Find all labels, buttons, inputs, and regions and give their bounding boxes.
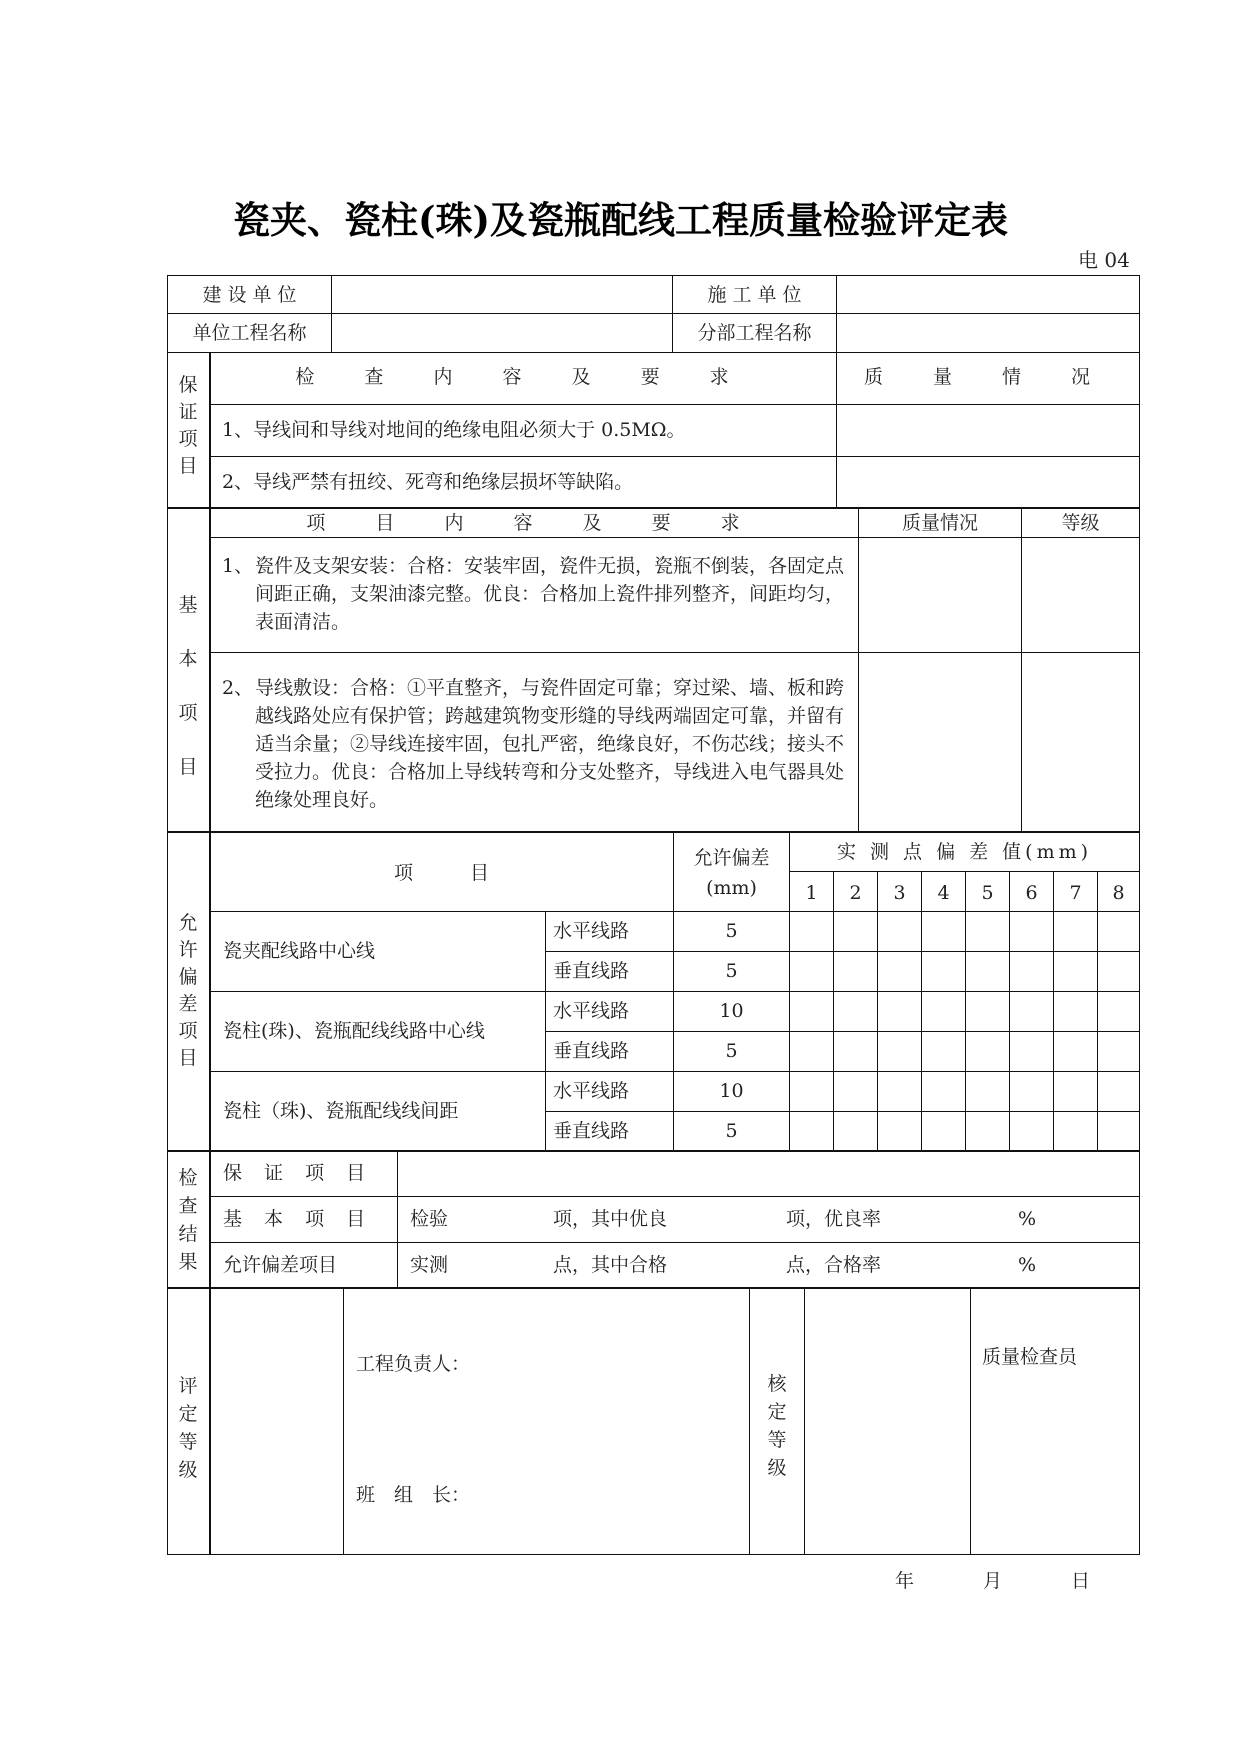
guarantee-item-1: 1、导线间和导线对地间的绝缘电阻必须大于 0.5MΩ。 xyxy=(222,419,686,441)
section-line xyxy=(167,831,1140,833)
row-line xyxy=(210,537,1140,538)
tolerance-row-allowed: 5 xyxy=(725,1120,738,1142)
results-basic-part: 检验 xyxy=(410,1208,449,1230)
col-line xyxy=(749,1288,750,1554)
date-month: 月 xyxy=(983,1570,1003,1592)
tolerance-row-allowed: 5 xyxy=(725,920,738,942)
basic-item-1-grade[interactable] xyxy=(1028,590,1133,612)
tolerance-row-type: 水平线路 xyxy=(553,920,630,942)
form-code: 电 04 xyxy=(1078,248,1130,272)
col-line xyxy=(877,871,878,1151)
basic-content-header: 项 目 内 容 及 要 求 xyxy=(306,512,762,534)
basic-item-1-quality[interactable] xyxy=(866,590,1016,612)
basic-item-2-grade[interactable] xyxy=(1028,740,1133,762)
evaluation-grade-field[interactable] xyxy=(219,1300,337,1540)
tolerance-item-header: 项 目 xyxy=(393,862,489,884)
row-line xyxy=(210,911,1140,912)
basic-grade-header: 等级 xyxy=(1061,512,1100,534)
basic-item-2-text: 导线敷设：合格：①平直整齐，与瓷件固定可靠；穿过梁、墙、板和跨越线路处应有保护管；跨越建筑物变形缝的导线两端固定可靠，并留有适当余量；②导线连接牢固，包扎严密，绝缘良好，不伤芯线；接头不受拉力。优良：合格加上导线转弯和分支处整齐，导线进入电气器具处绝缘处理良好。 xyxy=(255,677,845,811)
guarantee-content-header: 检 查 内 容 及 要 求 xyxy=(295,366,751,388)
point-number: 7 xyxy=(1069,882,1082,904)
col-line xyxy=(789,831,790,1151)
team-leader-label: 班 组 长： xyxy=(356,1484,471,1506)
col-line xyxy=(836,275,837,352)
col-line xyxy=(804,1288,805,1554)
results-basic-part: % xyxy=(1018,1208,1037,1230)
col-line xyxy=(833,871,834,1151)
col-line xyxy=(1021,507,1022,832)
table-top-border xyxy=(167,275,1140,276)
point-number: 5 xyxy=(981,882,994,904)
verify-grade-label: 核定等级 xyxy=(767,1373,787,1479)
sub-project-field[interactable] xyxy=(845,324,1130,346)
tolerance-row-allowed: 5 xyxy=(725,1040,738,1062)
results-guarantee-label: 保 证 项 目 xyxy=(223,1162,374,1184)
row-line xyxy=(210,404,1140,405)
tolerance-group-2-name: 瓷柱(珠)、瓷瓶配线线路中心线 xyxy=(223,1020,485,1042)
col-line xyxy=(1053,871,1054,1151)
row-line xyxy=(210,1196,1140,1197)
col-line xyxy=(331,275,332,352)
inspector-label: 质量检查员 xyxy=(982,1346,1078,1368)
date-day: 日 xyxy=(1071,1570,1091,1592)
col-line xyxy=(858,507,859,832)
basic-quality-header: 质量情况 xyxy=(901,512,978,534)
tolerance-row-type: 垂直线路 xyxy=(553,960,630,982)
basic-item-1-number: 1、 xyxy=(222,555,254,577)
row-line xyxy=(167,313,1140,314)
guarantee-item-2: 2、导线严禁有扭绞、死弯和绝缘层损坏等缺陷。 xyxy=(222,471,634,493)
col-line xyxy=(1009,871,1010,1151)
col-line xyxy=(397,1150,398,1288)
unit-project-field[interactable] xyxy=(340,324,665,346)
guarantee-item-1-quality[interactable] xyxy=(845,421,1130,443)
tolerance-row-type: 水平线路 xyxy=(553,1000,630,1022)
basic-item-2-quality[interactable] xyxy=(866,740,1016,762)
contractor-field[interactable] xyxy=(845,286,1130,308)
section-line xyxy=(167,1150,1140,1152)
row-line xyxy=(545,1031,1140,1032)
measured-header: 实 测 点 偏 差 值(mm) xyxy=(836,841,1093,863)
row-line xyxy=(210,991,1140,992)
tolerance-row-allowed: 5 xyxy=(725,960,738,982)
col-line xyxy=(1097,871,1098,1151)
tolerance-row-type: 水平线路 xyxy=(553,1080,630,1102)
project-leader-label: 工程负责人： xyxy=(356,1353,471,1375)
col-line xyxy=(545,911,546,1151)
results-tolerance-part: 点，其中合格 xyxy=(553,1254,668,1276)
tolerance-side-label: 允许偏差项目 xyxy=(178,912,198,1069)
results-side-label: 检查结果 xyxy=(178,1167,198,1273)
tolerance-allowed-header-2: (mm) xyxy=(706,877,757,899)
col-line xyxy=(343,1288,344,1554)
section-line xyxy=(167,1287,1140,1289)
tolerance-allowed-header-1: 允许偏差 xyxy=(693,847,770,869)
results-tolerance-label: 允许偏差项目 xyxy=(223,1254,338,1276)
row-line xyxy=(545,951,1140,952)
tolerance-group-3-name: 瓷柱（珠)、瓷瓶配线线间距 xyxy=(223,1100,459,1122)
results-basic-part: 项，其中优良 xyxy=(553,1208,668,1230)
row-line xyxy=(210,1242,1140,1243)
point-number: 3 xyxy=(893,882,906,904)
contractor-label: 施 工 单 位 xyxy=(707,284,802,306)
basic-item-2-number: 2、 xyxy=(222,677,254,699)
sub-project-label: 分部工程名称 xyxy=(697,322,812,344)
results-guarantee-field[interactable] xyxy=(405,1164,1130,1186)
row-line xyxy=(210,456,1140,457)
tolerance-row-type: 垂直线路 xyxy=(553,1040,630,1062)
guarantee-item-2-quality[interactable] xyxy=(845,473,1130,495)
results-tolerance-part: 点，合格率 xyxy=(786,1254,882,1276)
col-line xyxy=(970,1288,971,1554)
document-title: 瓷夹、瓷柱(珠)及瓷瓶配线工程质量检验评定表 xyxy=(232,198,1008,242)
tolerance-row-type: 垂直线路 xyxy=(553,1120,630,1142)
table-right-border xyxy=(1139,275,1140,1555)
point-number: 2 xyxy=(849,882,862,904)
col-line xyxy=(965,871,966,1151)
section-line xyxy=(167,507,1140,509)
col-line xyxy=(921,871,922,1151)
date-year: 年 xyxy=(895,1570,915,1592)
row-line xyxy=(545,1111,1140,1112)
construction-unit-field[interactable] xyxy=(340,286,665,308)
table-bottom-border xyxy=(167,1554,1140,1555)
unit-project-label: 单位工程名称 xyxy=(192,322,307,344)
point-number: 6 xyxy=(1025,882,1038,904)
results-basic-part: 项，优良率 xyxy=(786,1208,882,1230)
point-number: 4 xyxy=(937,882,950,904)
tolerance-row-allowed: 10 xyxy=(719,1080,744,1102)
row-line xyxy=(210,1071,1140,1072)
results-basic-label: 基 本 项 目 xyxy=(223,1208,374,1230)
basic-item-1-text: 瓷件及支架安装：合格：安装牢固，瓷件无损，瓷瓶不倒装，各固定点间距正确，支架油漆完整。优良：合格加上瓷件排列整齐，间距均匀，表面清洁。 xyxy=(255,555,845,633)
point-number: 1 xyxy=(805,882,818,904)
results-tolerance-part: 实测 xyxy=(410,1254,449,1276)
construction-unit-label: 建 设 单 位 xyxy=(202,284,297,306)
guarantee-quality-header: 质 量 情 况 xyxy=(863,366,1113,388)
tolerance-row-allowed: 10 xyxy=(719,1000,744,1022)
results-tolerance-part: % xyxy=(1018,1254,1037,1276)
table-left-border xyxy=(167,275,168,1555)
tolerance-group-1-name: 瓷夹配线路中心线 xyxy=(223,940,376,962)
point-number: 8 xyxy=(1112,882,1125,904)
evaluation-side-label: 评定等级 xyxy=(178,1375,198,1481)
row-line xyxy=(210,652,1140,653)
verify-grade-field[interactable] xyxy=(812,1300,964,1540)
basic-side-label: 基本项目 xyxy=(178,594,198,778)
row-line xyxy=(167,352,1140,353)
guarantee-side-label: 保证项目 xyxy=(178,374,198,477)
